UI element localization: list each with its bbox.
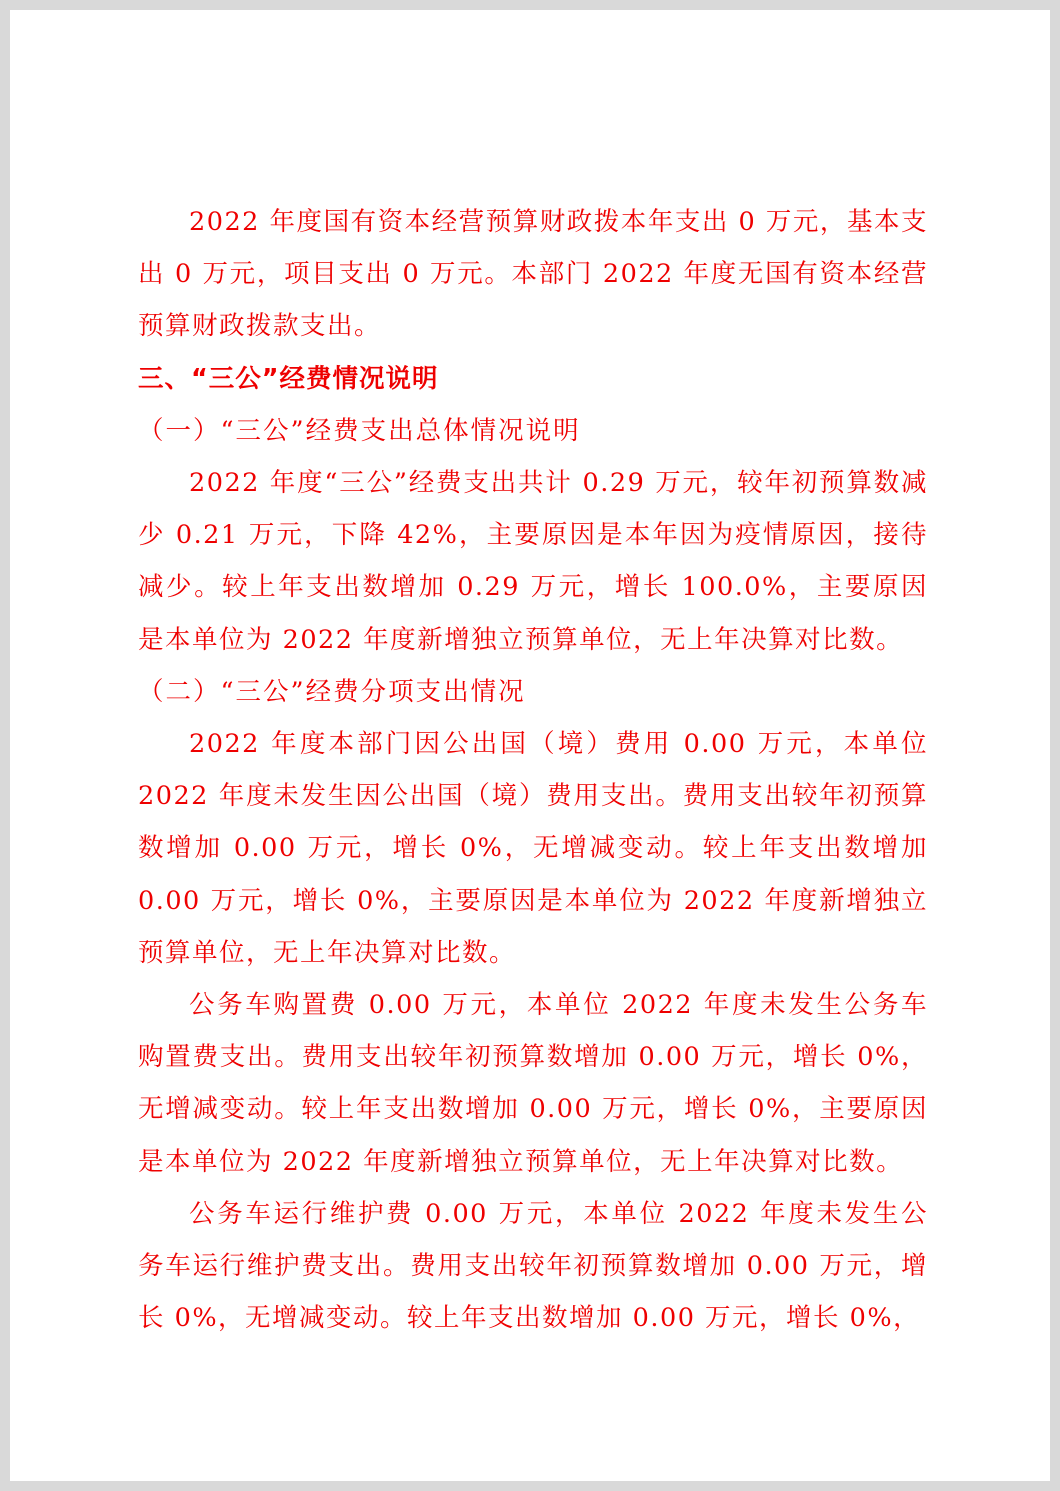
subheading-itemized: （二）“三公”经费分项支出情况 bbox=[138, 676, 526, 707]
section-heading-three-public: 三、“三公”经费情况说明 bbox=[138, 363, 439, 394]
paragraph-overall-expense: 2022 年度“三公”经费支出共计 0.29 万元，较年初预算数减少 0.21 万元，下降 42%，主要原因是本年因为疫情原因，接待减少。较上年支出数增加 0.29 万元，增长 100.0%，主要原因是本单位为 2022 年度新增独立预算单位，无上年决算对比数。 bbox=[138, 468, 928, 655]
paragraph-vehicle-maintenance: 公务车运行维护费 0.00 万元，本单位 2022 年度未发生公务车运行维护费支出。费用支出较年初预算数增加 0.00 万元，增长 0%，无增减变动。较上年支出数增加 0.00 万元，增长 0%， bbox=[138, 1198, 928, 1334]
paragraph-overseas-travel: 2022 年度本部门因公出国（境）费用 0.00 万元，本单位 2022 年度未发生因公出国（境）费用支出。费用支出较年初预算数增加 0.00 万元，增长 0%，无增减变动。较上年支出数增加 0.00 万元，增长 0%，主要原因是本单位为 2022 年度新增独立预算单位，无上年决算对比数。 bbox=[138, 729, 928, 968]
document-page bbox=[10, 10, 1050, 1481]
document-body bbox=[138, 196, 928, 1344]
subheading-overall: （一）“三公”经费支出总体情况说明 bbox=[138, 415, 581, 446]
paragraph-vehicle-purchase: 公务车购置费 0.00 万元，本单位 2022 年度未发生公务车购置费支出。费用支出较年初预算数增加 0.00 万元，增长 0%，无增减变动。较上年支出数增加 0.00 万元，增长 0%，主要原因是本单位为 2022 年度新增独立预算单位，无上年决算对比数。 bbox=[138, 990, 928, 1177]
paragraph-state-capital-budget: 2022 年度国有资本经营预算财政拨本年支出 0 万元，基本支出 0 万元，项目支出 0 万元。本部门 2022 年度无国有资本经营预算财政拨款支出。 bbox=[138, 207, 928, 342]
